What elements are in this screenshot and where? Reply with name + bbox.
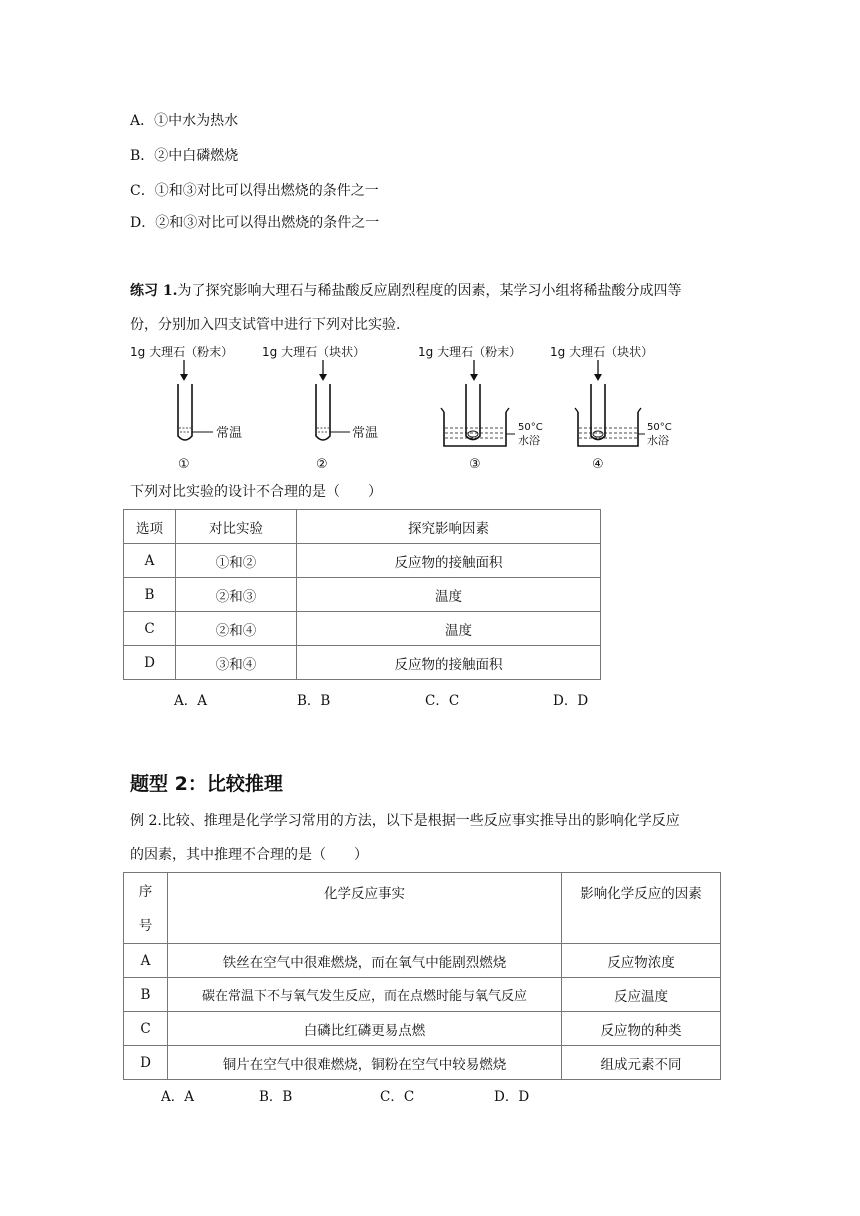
table-cell: 反应物的种类: [562, 1012, 721, 1046]
practice-1-text-line1: 练习 1.为了探究影响大理石与稀盐酸反应剧烈程度的因素，某学习小组将稀盐酸分成四等: [130, 283, 682, 299]
table-cell: D: [124, 1046, 168, 1080]
option-c: C．①和③对比可以得出燃烧的条件之一: [130, 183, 379, 199]
table-cell: 反应物的接触面积: [297, 544, 601, 578]
table-cell: 温度: [297, 612, 601, 646]
practice-1-text-line2: 份，分别加入四支试管中进行下列对比实验.: [130, 317, 401, 333]
option-d: D．②和③对比可以得出燃烧的条件之一: [130, 215, 380, 231]
table-cell: ②和③: [176, 578, 297, 612]
choice-c: C．C: [425, 693, 460, 709]
table-cell: ③和④: [176, 646, 297, 680]
table-row: [124, 944, 721, 978]
tube-2: [262, 344, 378, 472]
table-cell: B: [124, 978, 168, 1012]
table-header-cell: 选项: [124, 510, 176, 544]
example-2-text-line2: 的因素，其中推理不合理的是（ ）: [130, 847, 368, 863]
table-header-row: [124, 510, 601, 544]
tube-4: [550, 344, 672, 472]
tube-4-temp-label: 50°C: [647, 422, 672, 433]
table-header-cell: 序 号: [124, 873, 168, 944]
example-2-table: [123, 872, 721, 1080]
table-cell: 白磷比红磷更易点燃: [168, 1012, 562, 1046]
option-a: A．①中水为热水: [130, 113, 239, 129]
tube-4-sample-label: 1g 大理石（块状）: [550, 345, 654, 359]
tube-2-sample-label: 1g 大理石（块状）: [262, 345, 366, 359]
table-header-cell: 影响化学反应的因素: [562, 873, 721, 944]
table-cell: D: [124, 646, 176, 680]
table-cell: 铁丝在空气中很难燃烧，而在氧气中能剧烈燃烧: [168, 944, 562, 978]
choice-a: A．A: [161, 1089, 194, 1105]
table-row: [124, 1012, 721, 1046]
table-row: [124, 578, 601, 612]
table-cell: 碳在常温下不与氧气发生反应，而在点燃时能与氧气反应: [168, 978, 562, 1012]
table-header-cell: 探究影响因素: [297, 510, 601, 544]
choice-a: A．A: [174, 693, 207, 709]
tube-3-bath-label: 水浴: [518, 434, 540, 447]
table-row: [124, 978, 721, 1012]
option-b: B．②中白磷燃烧: [130, 148, 239, 164]
choice-c: C．C: [380, 1089, 415, 1105]
tube-4-number: ④: [592, 457, 604, 472]
table-cell: 组成元素不同: [562, 1046, 721, 1080]
tube-1-condition-label: 常温: [216, 426, 243, 441]
practice-1-question: 下列对比实验的设计不合理的是（ ）: [130, 484, 382, 500]
table-cell: 反应温度: [562, 978, 721, 1012]
table-row: [124, 612, 601, 646]
table-row: [124, 544, 601, 578]
table-cell: 温度: [297, 578, 601, 612]
practice-1-label: 练习 1.: [130, 283, 178, 299]
tube-1-sample-label: 1g 大理石（粉末）: [130, 345, 234, 359]
tube-1-number: ①: [178, 457, 190, 472]
practice-1-table: [123, 509, 601, 680]
table-cell: ①和②: [176, 544, 297, 578]
choice-d: D．D: [494, 1089, 530, 1105]
table-cell: A: [124, 544, 176, 578]
table-cell: ②和④: [176, 612, 297, 646]
tube-1: [130, 344, 242, 472]
example-2-choices: [161, 1085, 529, 1105]
tube-2-condition-label: 常温: [352, 426, 379, 441]
tube-3-number: ③: [469, 457, 481, 472]
tube-4-bath-label: 水浴: [647, 434, 669, 447]
tube-3-temp-label: 50°C: [518, 422, 543, 433]
practice-1-choices: [174, 689, 588, 709]
section-2-title: 题型 2：比较推理: [130, 773, 283, 795]
tube-2-number: ②: [316, 457, 328, 472]
choice-d: D．D: [553, 693, 589, 709]
tube-3-sample-label: 1g 大理石（粉末）: [418, 345, 522, 359]
experiment-figure: [128, 340, 688, 475]
table-row: [124, 646, 601, 680]
table-cell: A: [124, 944, 168, 978]
table-header-cell: 化学反应事实: [168, 873, 562, 944]
example-2-text-line1: 例 2.比较、推理是化学学习常用的方法，以下是根据一些反应事实推导出的影响化学反应: [130, 813, 680, 829]
tube-3: [418, 344, 543, 472]
table-cell: 反应物的接触面积: [297, 646, 601, 680]
choice-b: B．B: [259, 1089, 293, 1105]
table-cell: C: [124, 612, 176, 646]
table-cell: 反应物浓度: [562, 944, 721, 978]
table-header-row: [124, 873, 721, 944]
table-cell: B: [124, 578, 176, 612]
table-row: [124, 1046, 721, 1080]
table-cell: 铜片在空气中很难燃烧，铜粉在空气中较易燃烧: [168, 1046, 562, 1080]
table-cell: C: [124, 1012, 168, 1046]
choice-b: B．B: [297, 693, 331, 709]
table-header-cell: 对比实验: [176, 510, 297, 544]
